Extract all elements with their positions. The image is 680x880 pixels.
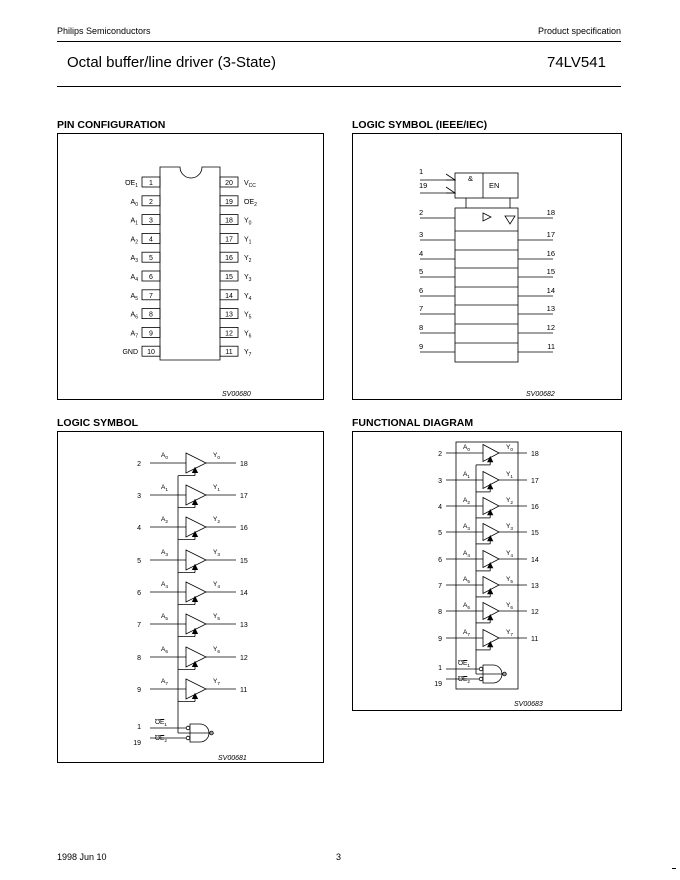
output-pin-number: 14 — [531, 557, 539, 564]
functional-code: SV00683 — [514, 701, 543, 708]
page-title: Octal buffer/line driver (3-State) — [67, 54, 276, 71]
iec-output-pin: 18 — [546, 208, 555, 217]
enable-arrowhead — [488, 536, 493, 541]
company-name: Philips Semiconductors — [57, 26, 151, 36]
pin-number-left: 4 — [149, 236, 153, 244]
output-pin-number: 17 — [240, 493, 248, 500]
iec-input-pin: 9 — [419, 342, 424, 351]
iec-output-pin: 12 — [546, 323, 555, 332]
iec-input-pin: 4 — [419, 249, 424, 258]
input-pin-number: 4 — [438, 504, 442, 511]
section-title-logic-symbol: LOGIC SYMBOL — [57, 417, 139, 429]
pin-number-right: 14 — [225, 292, 233, 300]
output-signal-label: $Y_7$ — [506, 629, 513, 637]
iec-and-label: & — [468, 174, 474, 183]
input-signal-label: $A_2$ — [161, 516, 168, 524]
doc-type: Product specification — [537, 26, 621, 36]
output-pin-number: 16 — [531, 504, 539, 511]
section-title-functional: FUNCTIONAL DIAGRAM — [352, 417, 474, 429]
gate-input-bubble — [479, 677, 483, 681]
pin-number-left: 8 — [149, 311, 153, 319]
enable-signal-label: $OE_2$ — [155, 735, 167, 743]
pin-label-right: $Y_5$ — [244, 311, 252, 321]
input-pin-number: 7 — [438, 583, 442, 590]
output-pin-number: 13 — [240, 622, 248, 629]
pin-label-right: $Y_4$ — [244, 292, 252, 302]
pin-label-right: $OE_2$ — [244, 198, 257, 208]
pin-label-right: $Y_7$ — [244, 349, 252, 359]
output-pin-number: 11 — [531, 636, 539, 643]
gate-input-bubble — [479, 667, 483, 671]
pin-number-left: 5 — [149, 255, 153, 263]
iec-output-pin: 13 — [546, 304, 555, 313]
enable-arrowhead — [488, 642, 493, 647]
output-signal-label: $Y_5$ — [213, 613, 220, 621]
output-signal-label: $Y_4$ — [506, 550, 513, 558]
input-signal-label: $A_7$ — [161, 678, 168, 686]
pin-number-left: 7 — [149, 292, 153, 300]
output-signal-label: $Y_2$ — [506, 497, 513, 505]
section-title-pin-config: PIN CONFIGURATION — [57, 119, 166, 131]
output-signal-label: $Y_6$ — [506, 602, 513, 610]
input-signal-label: $A_0$ — [463, 444, 470, 452]
iec-input-pin: 8 — [419, 323, 424, 332]
pin-label-right: $Y_0$ — [244, 217, 252, 227]
enable-arrowhead — [488, 563, 493, 568]
pin-number-right: 13 — [225, 311, 233, 319]
enable-arrowhead — [488, 457, 493, 462]
enable-arrowhead — [488, 510, 493, 515]
pin-number-right: 12 — [225, 330, 233, 338]
output-signal-label: $Y_6$ — [213, 646, 220, 654]
input-signal-label: $A_1$ — [463, 471, 470, 479]
output-signal-label: $Y_3$ — [213, 549, 220, 557]
output-pin-number: 18 — [531, 451, 539, 458]
iec-output-pin: 17 — [546, 230, 555, 239]
pin-number-left: 9 — [149, 330, 153, 338]
input-pin-number: 9 — [438, 636, 442, 643]
pin-number-left: 6 — [149, 274, 153, 281]
output-pin-number: 17 — [531, 478, 539, 485]
footer-date: 1998 Jun 10 — [57, 852, 107, 862]
enable-pin-number: 1 — [438, 665, 442, 672]
output-pin-number: 15 — [531, 530, 539, 537]
output-pin-number: 11 — [240, 687, 248, 694]
pin-config-code: SV00680 — [222, 391, 251, 398]
input-signal-label: $A_6$ — [463, 602, 470, 610]
iec-input-pin: 3 — [419, 230, 424, 239]
iec-enable-pin-19: 19 — [419, 181, 428, 190]
enable-signal-label: $OE_1$ — [458, 660, 470, 668]
pin-label-left: $A_3$ — [130, 255, 138, 265]
input-pin-number: 9 — [137, 687, 141, 694]
output-signal-label: $Y_7$ — [213, 678, 220, 686]
pin-label-left: $A_6$ — [130, 311, 138, 321]
enable-arrowhead — [488, 615, 493, 620]
output-signal-label: $Y_4$ — [213, 581, 220, 589]
part-number: 74LV541 — [547, 54, 606, 71]
pin-number-right: 20 — [225, 180, 233, 187]
pin-label-right: $Y_1$ — [244, 236, 252, 246]
input-pin-number: 6 — [137, 590, 141, 597]
input-signal-label: $A_6$ — [161, 646, 168, 654]
input-signal-label: $A_0$ — [161, 452, 168, 460]
pin-label-left: $A_5$ — [130, 292, 138, 302]
pin-label-right: $Y_2$ — [244, 255, 252, 265]
enable-pin-number: 19 — [133, 740, 141, 747]
output-signal-label: $Y_0$ — [506, 444, 513, 452]
pin-number-right: 16 — [225, 255, 233, 263]
pin-number-right: 17 — [225, 236, 233, 244]
pin-number-right: 19 — [225, 198, 233, 206]
section-title-logic-iec: LOGIC SYMBOL (IEEE/IEC) — [352, 119, 488, 131]
pin-label-right: $V_{CC}$ — [244, 180, 256, 189]
input-pin-number: 3 — [438, 478, 442, 485]
input-signal-label: $A_2$ — [463, 497, 470, 505]
input-pin-number: 5 — [137, 558, 141, 565]
iec-enable-pin-1: 1 — [419, 167, 424, 176]
input-pin-number: 2 — [438, 451, 442, 458]
logic-symbol-code: SV00681 — [218, 755, 247, 762]
pin-number-right: 11 — [225, 349, 233, 357]
pin-label-left: $A_4$ — [130, 274, 138, 283]
pin-number-left: 1 — [149, 180, 153, 187]
input-signal-label: $A_3$ — [463, 523, 470, 531]
iec-input-pin: 7 — [419, 304, 424, 313]
enable-arrowhead — [488, 589, 493, 594]
input-pin-number: 8 — [438, 609, 442, 616]
iec-output-pin: 16 — [546, 249, 555, 258]
pin-number-left: 2 — [149, 198, 153, 206]
output-signal-label: $Y_3$ — [506, 523, 513, 531]
enable-signal-label: $OE_2$ — [458, 676, 470, 684]
input-pin-number: 7 — [137, 622, 141, 629]
pin-label-right: $Y_6$ — [244, 330, 252, 340]
pin-label-left: $A_0$ — [130, 198, 138, 208]
output-pin-number: 12 — [531, 609, 539, 616]
pin-label-right: $Y_3$ — [244, 274, 252, 283]
iec-output-pin: 11 — [547, 342, 555, 351]
iec-en-label: EN — [489, 181, 500, 190]
output-pin-number: 13 — [531, 583, 539, 590]
input-signal-label: $A_1$ — [161, 484, 168, 492]
output-pin-number: 18 — [240, 461, 248, 468]
input-pin-number: 6 — [438, 557, 442, 564]
pin-number-right: 15 — [225, 274, 233, 281]
iec-output-pin: 15 — [546, 267, 555, 276]
output-signal-label: $Y_5$ — [506, 576, 513, 584]
enable-pin-number: 1 — [137, 724, 141, 731]
logic-iec-code: SV00682 — [526, 391, 555, 398]
input-signal-label: $A_5$ — [463, 576, 470, 584]
input-pin-number: 3 — [137, 493, 141, 500]
output-pin-number: 12 — [240, 655, 248, 662]
input-signal-label: $A_4$ — [161, 581, 168, 589]
output-signal-label: $Y_2$ — [213, 516, 220, 524]
output-pin-number: 14 — [240, 590, 248, 597]
pin-label-left: $A_7$ — [130, 330, 138, 340]
output-pin-number: 16 — [240, 525, 248, 532]
iec-input-pin: 2 — [419, 208, 424, 217]
pin-label-left: $A_2$ — [130, 236, 138, 246]
input-pin-number: 5 — [438, 530, 442, 537]
input-signal-label: $A_7$ — [463, 629, 470, 637]
corner-mark — [672, 868, 676, 869]
input-pin-number: 8 — [137, 655, 141, 662]
iec-input-pin: 5 — [419, 267, 424, 276]
pin-number-left: 3 — [149, 217, 153, 225]
page-number: 3 — [336, 852, 342, 862]
iec-output-pin: 14 — [546, 286, 555, 295]
pin-label-left: $OE_1$ — [125, 180, 138, 189]
input-pin-number: 4 — [137, 525, 141, 532]
pin-label-left: $A_1$ — [130, 217, 138, 227]
output-signal-label: $Y_1$ — [506, 471, 513, 479]
iec-input-pin: 6 — [419, 286, 424, 295]
input-pin-number: 2 — [137, 461, 141, 468]
enable-arrowhead — [488, 484, 493, 489]
input-signal-label: $A_5$ — [161, 613, 168, 621]
pin-number-left: 10 — [147, 349, 155, 357]
input-signal-label: $A_4$ — [463, 550, 470, 558]
output-pin-number: 15 — [240, 558, 248, 565]
output-signal-label: $Y_0$ — [213, 452, 220, 460]
enable-signal-label: $OE_1$ — [155, 719, 167, 727]
input-signal-label: $A_3$ — [161, 549, 168, 557]
pin-number-right: 18 — [225, 217, 233, 225]
output-signal-label: $Y_1$ — [213, 484, 220, 492]
enable-pin-number: 19 — [434, 681, 442, 688]
pin-label-left: GND — [122, 349, 138, 357]
